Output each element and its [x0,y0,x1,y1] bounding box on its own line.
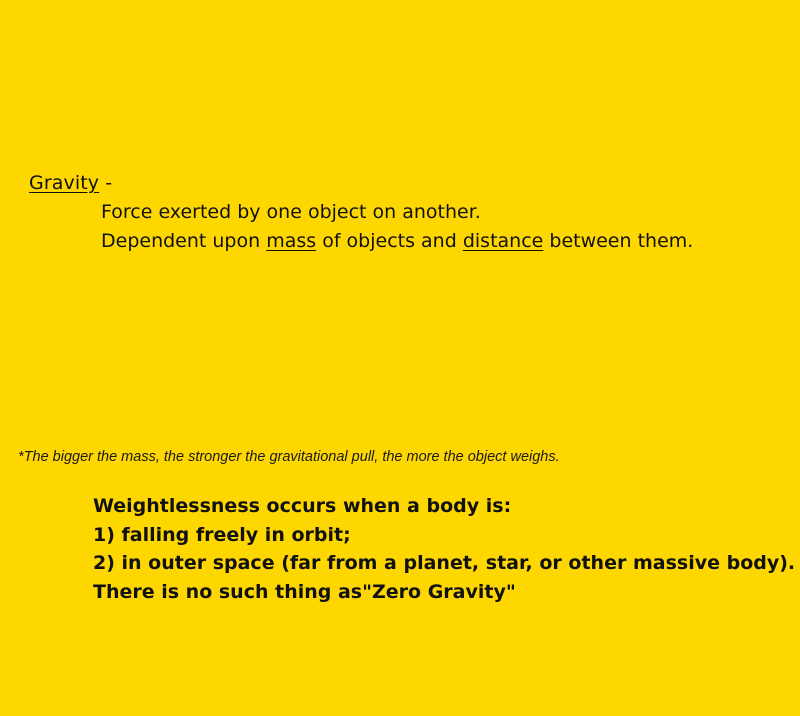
weightlessness-line: There is no such thing as"Zero Gravity" [93,581,516,604]
definition-text-mid: of objects and [316,230,463,252]
distance-term: distance [462,230,544,252]
gravity-term: Gravity [29,172,100,194]
definition-text-pre: Dependent upon [101,230,267,252]
weightlessness-line: 2) in outer space (far from a planet, star, or other massive body). [93,552,796,575]
definition-text-post: between them. [543,230,694,252]
gravity-heading [29,170,112,196]
weightlessness-line: 1) falling freely in orbit; [93,523,351,546]
gravity-separator: - [99,172,113,194]
weightlessness-line: Weightlessness occurs when a body is: [93,495,512,517]
mass-note: *The bigger the mass, the stronger the gravitational pull, the more the object weighs. [18,449,560,465]
gravity-definition-line-2 [101,228,693,254]
weightlessness-block [93,492,795,607]
gravity-definition-line-1: Force exerted by one object on another. [101,201,481,223]
mass-term: mass [266,230,317,252]
